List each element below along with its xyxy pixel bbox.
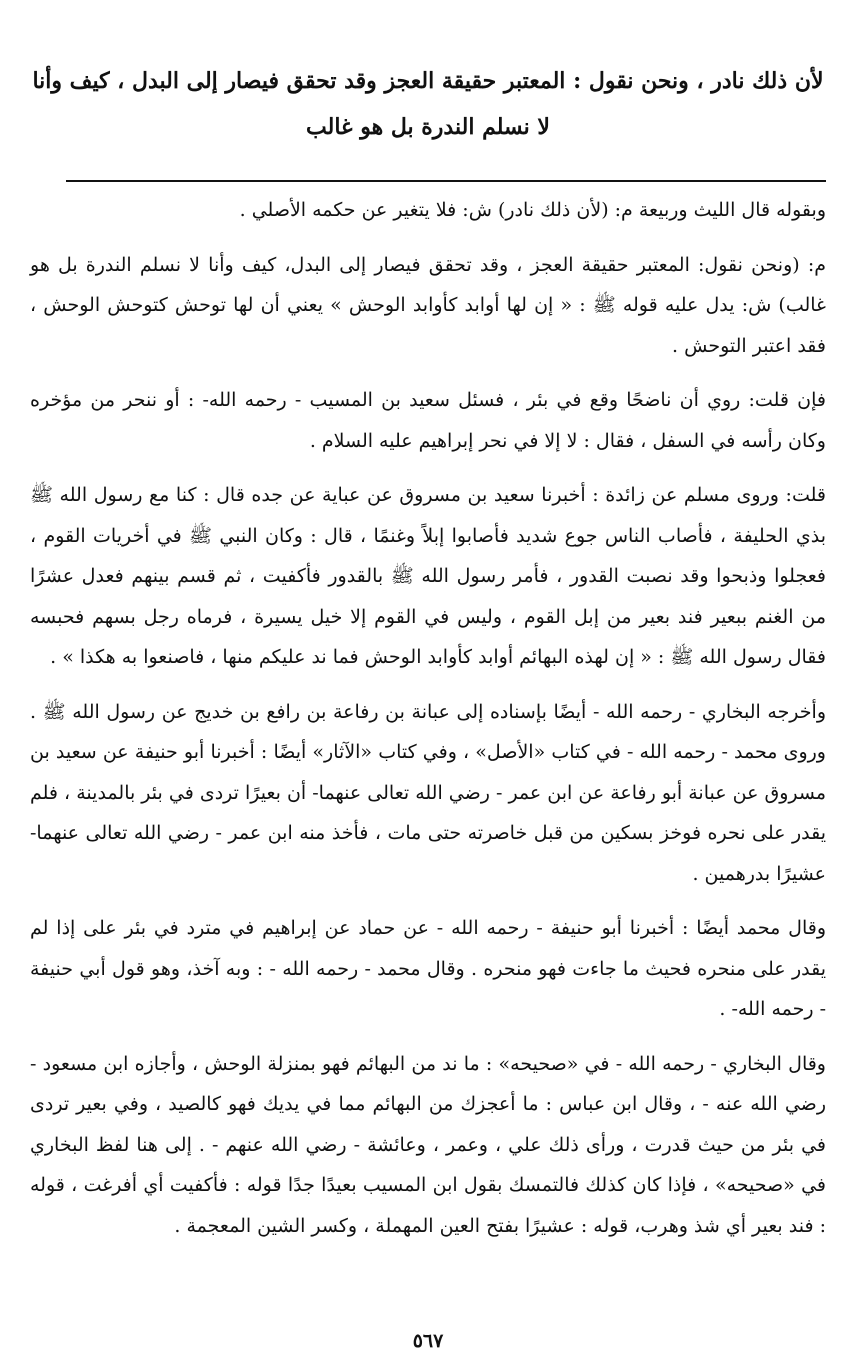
commentary-paragraph-5: وأخرجه البخاري - رحمه الله - أيضًا بإسناده إلى عبانة بن رفاعة بن رافع بن خديج عن رسول الله ﷺ . وروى محمد - رحمه الله - في كتاب «الأصل» ، وفي كتاب «الآثار» أيضًا : أخبرنا أبو حنيفة عن سعيد بن مسروق عن عبانة أبو رفاعة عن ابن عمر - رضي الله تعالى عنهما- أن بعيرًا تردى في بئر بالمدينة ، فلم يقدر على نحره فوخز بسكين من قبل خاصرته حتى مات ، فأخذ منه ابن عمر - رضي الله تعالى عنهما- عشيرًا بدرهمين . (30, 700, 826, 885)
commentary-paragraph-1: وبقوله قال الليث وربيعة م: (لأن ذلك نادر) ش: فلا يتغير عن حكمه الأصلي . (239, 199, 826, 221)
page-number: ٥٦٧ (412, 1330, 444, 1352)
commentary-paragraph-2: م: (ونحن نقول: المعتبر حقيقة العجز ، وقد تحقق فيصار إلى البدل، كيف وأنا لا نسلم الندرة بل هو غالب) ش: يدل عليه قوله ﷺ : « إن لها أوابد كأوابد الوحش » يعني أن لها توحش كتوحش الوحش ، فقد اعتبر التوحش . (30, 253, 826, 357)
commentary-paragraph-7: وقال البخاري - رحمه الله - في «صحيحه» : ما ند من البهائم فهو بمنزلة الوحش ، وأجازه ابن مسعود - رضي الله عنه - ، وقال ابن عباس : ما أعجزك من البهائم مما في يديك فهو كالصيد ، وفي بعير تردى في بئر من حيث قدرت ، ورأى ذلك علي ، وعمر ، وعائشة - رضي الله عنهم - . إلى هنا لفظ البخاري في «صحيحه» ، فإذا كان كذلك فالتمسك بقول ابن المسيب بعيدًا جدًا قوله : فأكفيت أي أفرغت ، قوله : فند بعير أي شذ وهرب، قوله : عشيرًا بفتح العين المهملة ، وكسر الشين المعجمة . (30, 1052, 826, 1237)
separator-rule (66, 180, 826, 182)
commentary-paragraph-6: وقال محمد أيضًا : أخبرنا أبو حنيفة - رحمه الله - عن حماد عن إبراهيم في مترد في بئر على إذا لم يقدر على منحره فحيث ما جاءت فهو منحره . وقال محمد - رحمه الله - : وبه آخذ، وهو قول أبي حنيفة - رحمه الله- . (30, 917, 826, 1020)
matn-text: لأن ذلك نادر ، ونحن نقول : المعتبر حقيقة العجز وقد تحقق فيصار إلى البدل ، كيف وأنا لا نسلم الندرة بل هو غالب (32, 68, 824, 140)
commentary-paragraph-4: قلت: وروى مسلم عن زائدة : أخبرنا سعيد بن مسروق عن عباية عن جده قال : كنا مع رسول الله ﷺ بذي الحليفة ، فأصاب الناس جوع شديد فأصابوا إبلاً وغنمًا ، قال : وكان النبي ﷺ في أخريات القوم ، فعجلوا وذبحوا وقد نصبت القدور ، فأمر رسول الله ﷺ بالقدور فأكفيت ، ثم قسم بينهم فعدل عشرًا من الغنم ببعير فند بعير من إبل القوم ، وليس في القوم إلا خيل يسيرة ، فرماه رجل بسهم فحبسه فقال رسول الله ﷺ : « إن لهذه البهائم أوابد كأوابد الوحش فما ند عليكم منها ، فاصنعوا به هكذا » . (30, 484, 826, 668)
commentary-paragraph-3: فإن قلت: روي أن ناضحًا وقع في بئر ، فسئل سعيد بن المسيب - رحمه الله- : أو ننحر من مؤخره وكان رأسه في السفل ، فقال : لا إلا في نحر إبراهيم عليه السلام . (30, 389, 826, 452)
